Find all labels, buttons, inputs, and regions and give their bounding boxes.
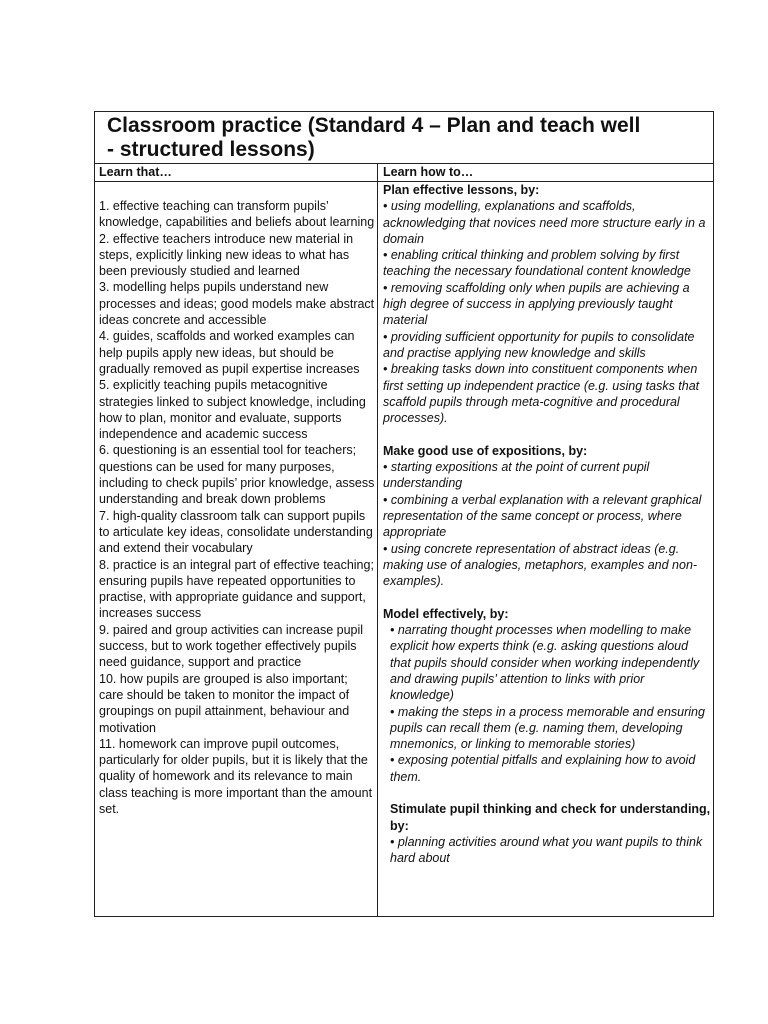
list-item: 5. explicitly teaching pupils metacognitive strategies linked to subject knowledge, including how to plan, monitor and evaluate, supports independence and academic success xyxy=(99,378,366,442)
list-item: 6. questioning is an essential tool for teachers; questions can be used for many purposes, including to check pupils’ prior knowledge, assess understanding and break down problems xyxy=(99,443,375,507)
column-divider xyxy=(377,164,378,916)
list-item: 10. how pupils are grouped is also important; care should be taken to monitor the impact of groupings on pupil attainment, behaviour and motivation xyxy=(99,671,350,735)
list-item: 2. effective teachers introduce new material in steps, explicitly linking new ideas to what has been previously studied and learned xyxy=(99,231,354,279)
section-expositions xyxy=(383,443,711,590)
section-model-effectively xyxy=(383,606,711,785)
bullet-item: • making the steps in a process memorable and ensuring pupils can recall them (e.g. naming them, developing mnemonics, or linking to memorable stories) xyxy=(390,704,705,752)
page-title: Classroom practice (Standard 4 – Plan and teach well - structured lessons) xyxy=(107,114,641,161)
bullet-item: • planning activities around what you want pupils to think hard about xyxy=(390,834,703,866)
bullet-item: • using modelling, explanations and scaffolds, acknowledging that novices need more structure early in a domain xyxy=(383,199,706,246)
bullet-item: • breaking tasks down into constituent components when first setting up independent practice (e.g. using tasks that scaffold pupils through meta-cognitive and procedural processes). xyxy=(383,362,700,426)
bullet-item: • enabling critical thinking and problem solving by first teaching the necessary foundational content knowledge xyxy=(383,248,691,279)
section-heading: Stimulate pupil thinking and check for understanding, by: xyxy=(390,802,711,833)
bullet-item: • using concrete representation of abstract ideas (e.g. making use of analogies, metaphors, examples and non-examples). xyxy=(383,541,698,589)
column-header-learn-how: Learn how to… xyxy=(383,165,474,179)
bullet-item: • narrating thought processes when modelling to make explicit how experts think (e.g. asking questions aloud that pupils should consider when working independently and drawing pupils’ attention to links with prior knowledge) xyxy=(390,623,700,703)
learn-how-column xyxy=(383,182,711,883)
section-heading: Make good use of expositions, by: xyxy=(383,443,588,458)
list-item: 11. homework can improve pupil outcomes, particularly for older pupils, but it is likely that the quality of homework and its relevance to main class teaching is more important than the amount set. xyxy=(99,736,373,816)
standards-table xyxy=(94,111,714,917)
section-plan-lessons xyxy=(383,182,711,426)
section-heading: Plan effective lessons, by: xyxy=(383,183,540,197)
list-item: 4. guides, scaffolds and worked examples can help pupils apply new ideas, but should be gradually removed as pupil expertise increases xyxy=(99,329,360,376)
bullet-item: • removing scaffolding only when pupils are achieving a high degree of success in applying previously taught material xyxy=(383,280,690,328)
bullet-item: • providing sufficient opportunity for pupils to consolidate and practise applying new knowledge and skills xyxy=(383,329,695,360)
learn-that-column xyxy=(99,198,375,817)
bullet-item: • starting expositions at the point of current pupil understanding xyxy=(383,460,650,491)
list-item: 9. paired and group activities can increase pupil success, but to work together effectively pupils need guidance, support and practice xyxy=(99,622,364,670)
bullet-item: • combining a verbal explanation with a relevant graphical representation of the same concept or process, where appropriate xyxy=(383,492,702,540)
bullet-item: • exposing potential pitfalls and explaining how to avoid them. xyxy=(390,753,696,784)
section-stimulate-thinking xyxy=(383,801,711,866)
list-item: 8. practice is an integral part of effective teaching; ensuring pupils have repeated opportunities to practise, with appropriate guidance and support, increases success xyxy=(99,557,374,621)
list-item: 1. effective teaching can transform pupils’ knowledge, capabilities and beliefs about learning xyxy=(99,199,375,230)
list-item: 3. modelling helps pupils understand new processes and ideas; good models make abstract ideas concrete and accessible xyxy=(99,280,375,328)
header-row xyxy=(95,164,713,182)
title-row xyxy=(95,112,713,164)
section-heading: Model effectively, by: xyxy=(383,606,509,621)
list-item: 7. high-quality classroom talk can support pupils to articulate key ideas, consolidate understanding and extend their vocabulary xyxy=(99,508,373,556)
column-header-learn-that: Learn that… xyxy=(99,165,172,179)
